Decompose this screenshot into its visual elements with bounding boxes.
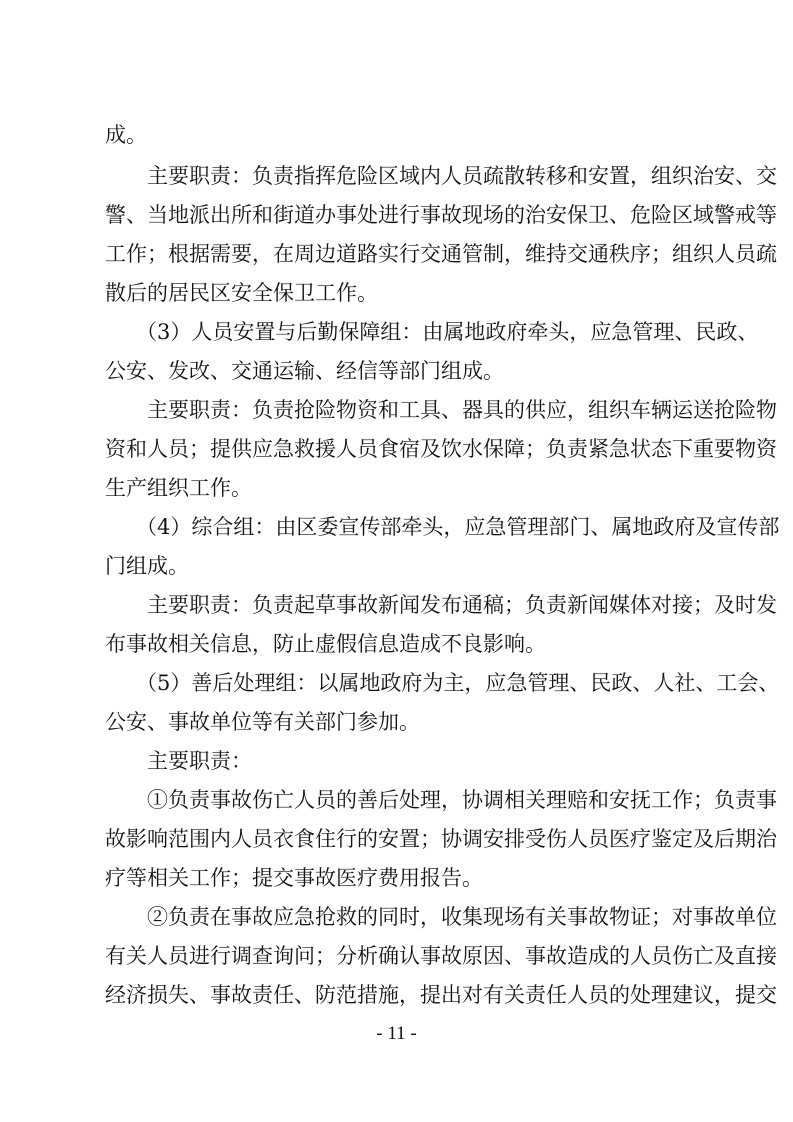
text-line: 成。 [105, 123, 147, 147]
text-line: ①负责事故伤亡人员的善后处理，协调相关理赔和安抚工作；负责事 [147, 788, 777, 812]
text-line: 主要职责：负责起草事故新闻发布通稿；负责新闻媒体对接；及时发 [147, 593, 777, 617]
text-line: 主要职责：负责指挥危险区域内人员疏散转移和安置，组织治安、交 [147, 164, 777, 188]
text-line: 主要职责： [147, 749, 252, 773]
text-line: 公安、事故单位等有关部门参加。 [105, 710, 420, 734]
page-number: - 11 - [376, 1023, 417, 1044]
text-line: 经济损失、事故责任、防范措施，提出对有关责任人员的处理建议，提交 [105, 983, 777, 1007]
text-line: 资和人员；提供应急救援人员食宿及饮水保障；负责紧急状态下重要物资 [105, 437, 777, 461]
text-line: 工作；根据需要，在周边道路实行交通管制，维持交通秩序；组织人员疏 [105, 242, 777, 266]
text-line: 主要职责：负责抢险物资和工具、器具的供应，组织车辆运送抢险物 [147, 398, 777, 422]
text-line: 警、当地派出所和街道办事处进行事故现场的治安保卫、危险区域警戒等 [105, 203, 777, 227]
text-line: 门组成。 [105, 554, 189, 578]
text-line: 布事故相关信息，防止虚假信息造成不良影响。 [105, 632, 546, 656]
text-line: 生产组织工作。 [105, 476, 252, 500]
text-line: ②负责在事故应急抢救的同时，收集现场有关事故物证；对事故单位 [147, 905, 777, 929]
text-line: 公安、发改、交通运输、经信等部门组成。 [105, 359, 504, 383]
text-line: 散后的居民区安全保卫工作。 [105, 281, 378, 305]
text-line: 疗等相关工作；提交事故医疗费用报告。 [105, 866, 483, 890]
text-line: 有关人员进行调查询问；分析确认事故原因、事故造成的人员伤亡及直接 [105, 944, 777, 968]
text-line: （5）善后处理组：以属地政府为主，应急管理、民政、人社、工会、 [136, 671, 780, 695]
text-line: （4）综合组：由区委宣传部牵头，应急管理部门、属地政府及宣传部 [136, 515, 780, 539]
text-line: 故影响范围内人员衣食住行的安置；协调安排受伤人员医疗鉴定及后期治 [105, 827, 777, 851]
text-line: （3）人员安置与后勤保障组：由属地政府牵头，应急管理、民政、 [136, 320, 759, 344]
